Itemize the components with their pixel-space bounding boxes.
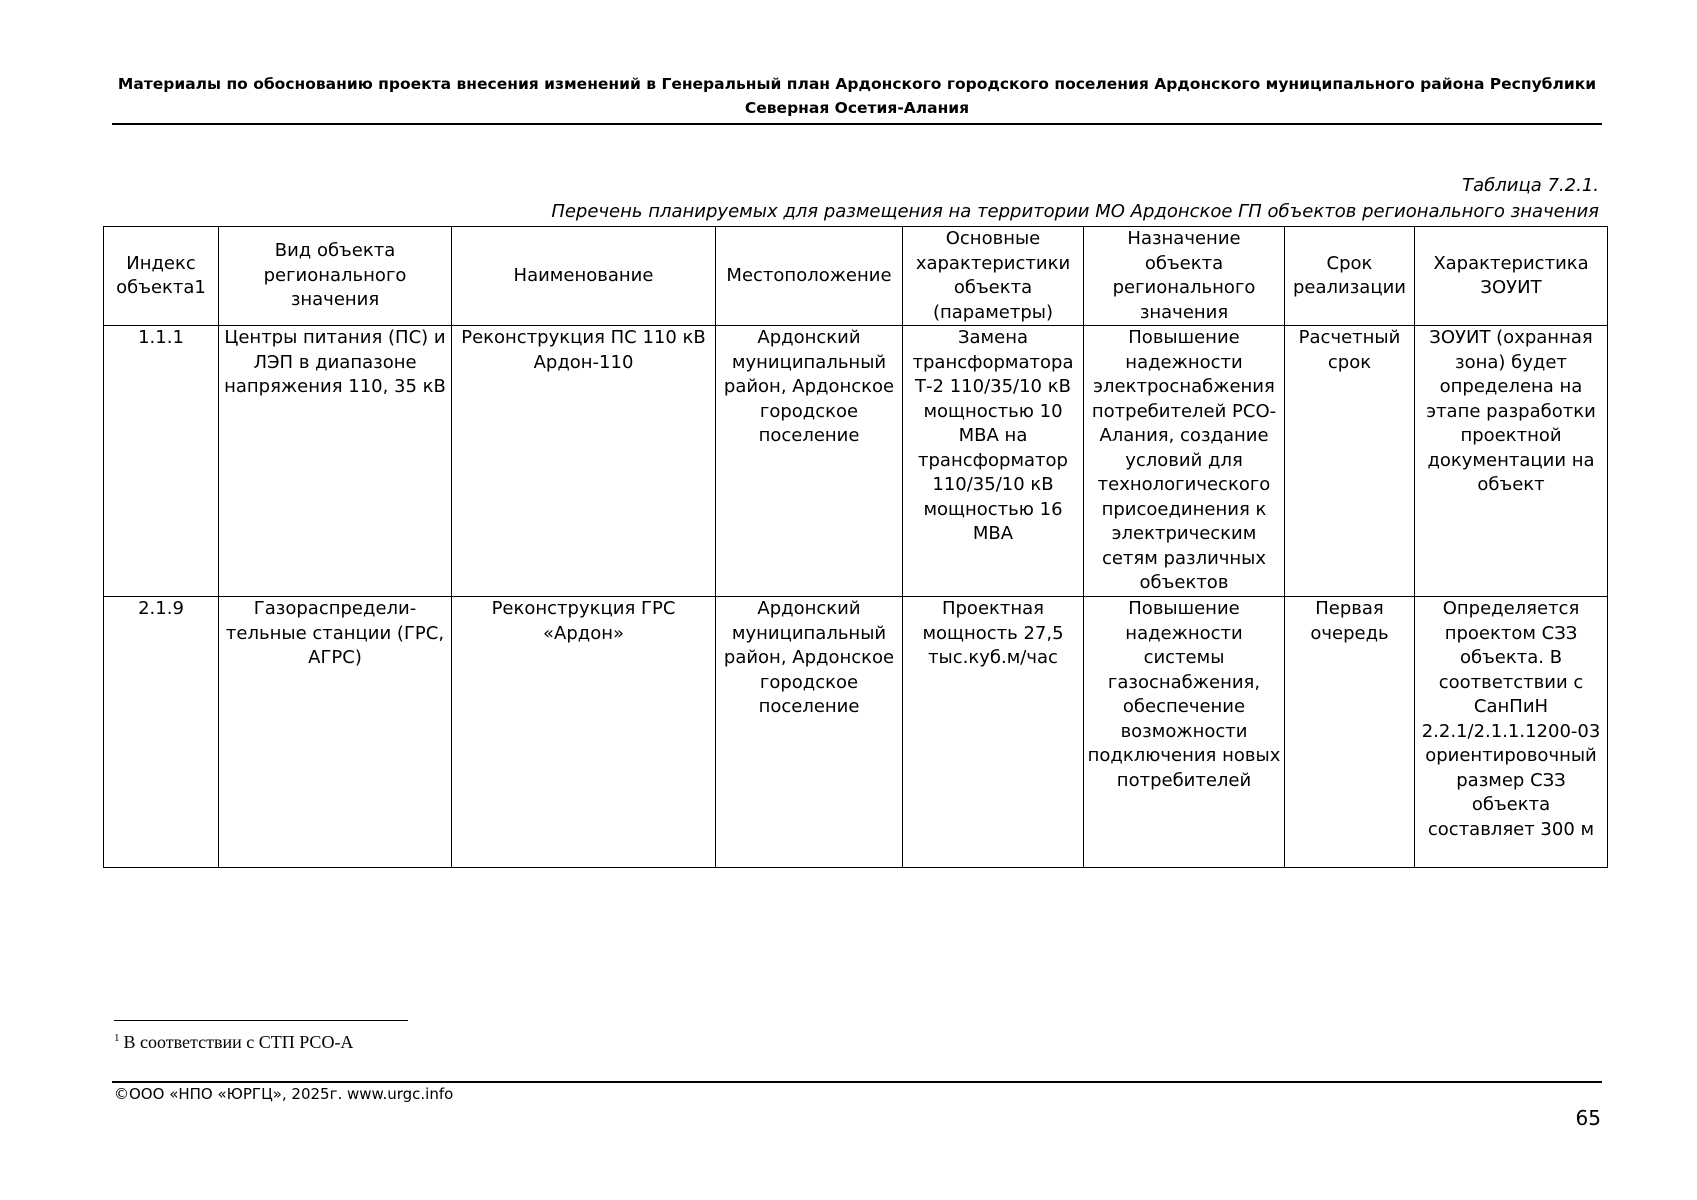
table-cell: 1.1.1 xyxy=(104,326,219,597)
footer-copyright: ©ООО «НПО «ЮРГЦ», 2025г. www.urgc.info xyxy=(114,1085,454,1103)
table-cell: Первая очередь xyxy=(1285,597,1415,868)
table-number: Таблица 7.2.1. xyxy=(1462,175,1599,196)
table-cell: Реконструкция ГРС «Ардон» xyxy=(452,597,716,868)
footnote-separator xyxy=(114,1020,408,1021)
table-cell: Замена трансформатора Т-2 110/35/10 кВ мощностью 10 МВА на трансформатор 110/35/10 кВ мощностью 16 МВА xyxy=(903,326,1084,597)
header-cell-type: Вид объекта регионального значения xyxy=(219,227,452,326)
footnote-marker: 1 xyxy=(114,1032,120,1044)
header-cell-location: Местоположение xyxy=(716,227,903,326)
table-header-row xyxy=(104,227,1608,326)
table-row xyxy=(104,597,1608,868)
header-divider xyxy=(112,123,1602,125)
page-number: 65 xyxy=(1575,1106,1601,1130)
table-cell: Повышение надежности системы газоснабжения, обеспечение возможности подключения новых потребителей xyxy=(1084,597,1285,868)
table-row xyxy=(104,326,1608,597)
table-caption: Перечень планируемых для размещения на территории МО Ардонское ГП объектов регионального значения xyxy=(551,201,1599,222)
table-cell: Ардонский муниципальный район, Ардонское городское поселение xyxy=(716,597,903,868)
table-cell: Расчетный срок xyxy=(1285,326,1415,597)
header-line-2: Северная Осетия-Алания xyxy=(744,99,970,117)
table-cell: Центры питания (ПС) и ЛЭП в диапазоне напряжения 110, 35 кВ xyxy=(219,326,452,597)
table-cell: Реконструкция ПС 110 кВ Ардон-110 xyxy=(452,326,716,597)
table-cell: Повышение надежности электроснабжения потребителей РСО-Алания, создание условий для технологического присоединения к электрическим сетям различных объектов xyxy=(1084,326,1285,597)
objects-table xyxy=(103,226,1608,868)
header-cell-zouit: Характеристика ЗОУИТ xyxy=(1415,227,1608,326)
table-cell: Проектная мощность 27,5 тыс.куб.м/час xyxy=(903,597,1084,868)
document-header xyxy=(112,72,1602,120)
footnote xyxy=(114,1032,353,1053)
footer-divider xyxy=(112,1081,1602,1083)
header-line-1: Материалы по обоснованию проекта внесения изменений в Генеральный план Ардонского городского поселения Ардонского муниципального района Республики xyxy=(117,75,1597,93)
header-cell-characteristics: Основные характеристики объекта (параметры) xyxy=(903,227,1084,326)
table-cell: Определяется проектом СЗЗ объекта. В соответствии с СанПиН 2.2.1/2.1.1.1200-03 ориентировочный размер СЗЗ объекта составляет 300 м xyxy=(1415,597,1608,868)
table-cell: ЗОУИТ (охранная зона) будет определена на этапе разработки проектной документации на объект xyxy=(1415,326,1608,597)
header-cell-name: Наименование xyxy=(452,227,716,326)
header-cell-purpose: Назначение объекта регионального значения xyxy=(1084,227,1285,326)
header-cell-index: Индекс объекта1 xyxy=(104,227,219,326)
table-cell: Ардонский муниципальный район, Ардонское городское поселение xyxy=(716,326,903,597)
table-cell: Газораспредели-тельные станции (ГРС, АГРС) xyxy=(219,597,452,868)
table-cell: 2.1.9 xyxy=(104,597,219,868)
footnote-text: В соответствии с СТП РСО-А xyxy=(123,1032,354,1052)
header-cell-term: Срок реализации xyxy=(1285,227,1415,326)
